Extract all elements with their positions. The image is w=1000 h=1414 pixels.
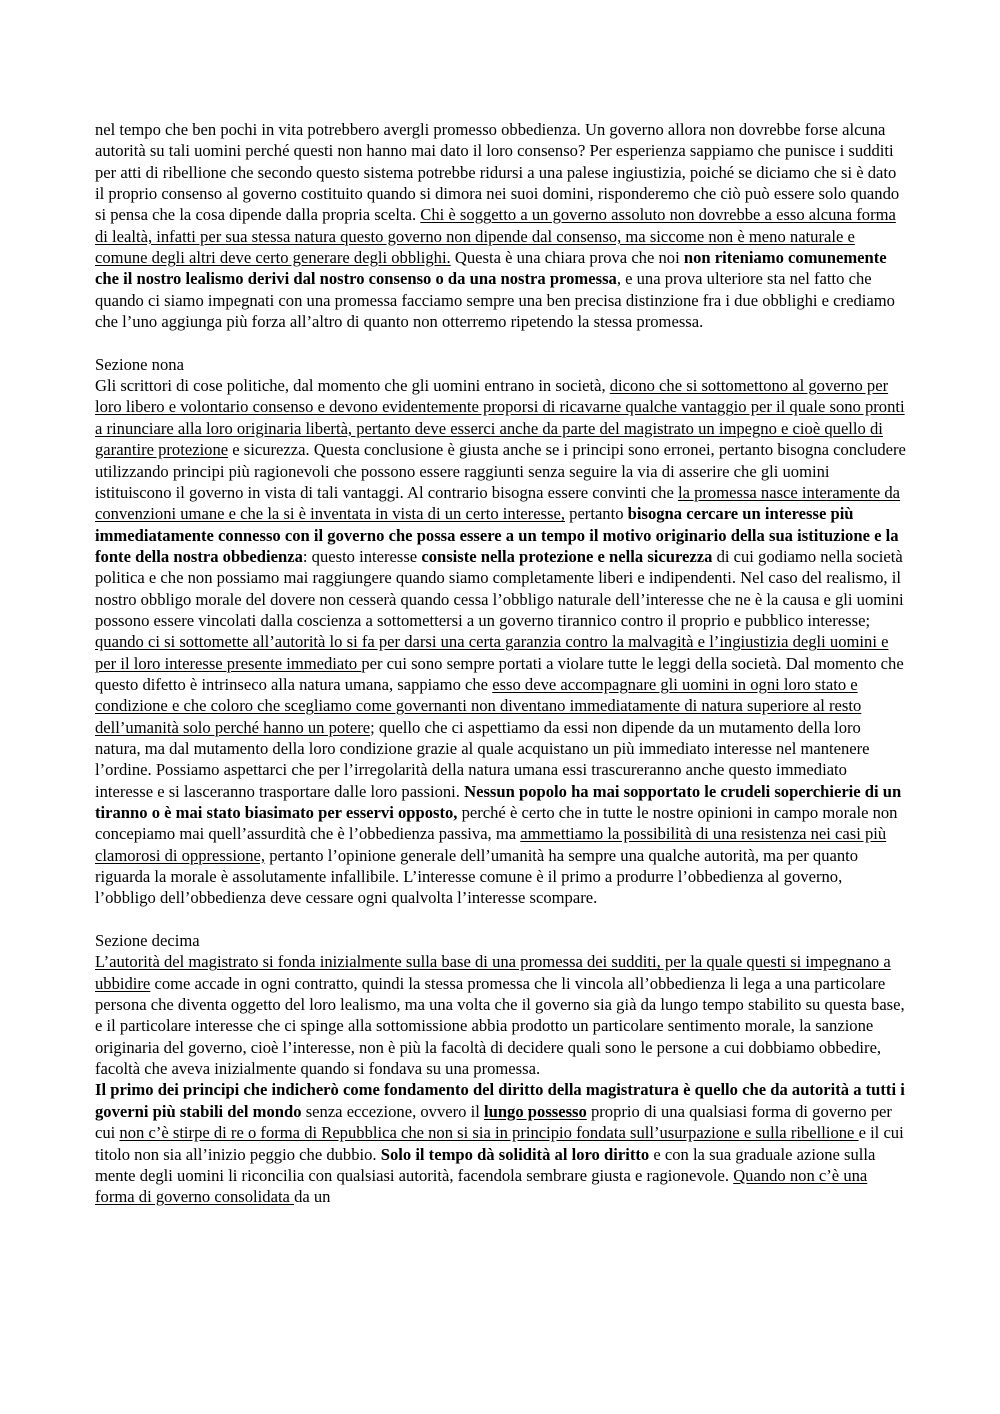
text-run: : questo interesse (302, 546, 422, 566)
text-run: pertanto l’opinione generale dell’umanità ha sempre una qualche autorità, ma per quanto riguarda la morale è assolutamente infallibile. L’interesse comune è il primo a produrre l’obbedienza al governo, l’obbligo dell’obbedienza deve cessare ogni qualvolta l’interesse scompare. (95, 845, 859, 908)
text-run: nel tempo che ben pochi in vita potrebbero avergli promesso obbedienza. Un governo allora non dovrebbe forse alcuna autorità su tali uomini perché questi non hanno mai dato il loro consenso? Per esperienza sappiamo che punisce i sudditi per atti di ribellione che secondo questo sistema potrebbe ridursi a una palese ingiustizia, poiché se diciamo che si è dato il proprio consenso al governo costituito quando si dimora nei suoi domini, risponderemo che ciò può essere solo quando si pensa che la cosa dipende dalla propria scelta. (95, 120, 900, 225)
bold-underlined-text: lungo possesso (483, 1101, 587, 1121)
section-heading-decima (95, 930, 907, 951)
blank-line (95, 332, 907, 353)
paragraph (95, 119, 907, 332)
bold-text: bisogna cercare un interesse più immediatamente connesso con il governo che possa essere a un tempo il motivo originario della sua istituzione e la fonte della nostra obbedienza (95, 504, 899, 566)
document-page (95, 119, 907, 1208)
text-run: Sezione decima (95, 931, 200, 951)
section-heading-nona (95, 354, 907, 375)
bold-text: non riteniamo comunemente che il nostro lealismo derivi dal nostro consenso o da una nostra promessa (95, 248, 887, 289)
text-run: Gli scrittori di cose politiche, dal momento che gli uomini entrano in società, (95, 376, 610, 396)
bold-text: Solo il tempo dà solidità al loro diritto (380, 1144, 650, 1164)
underlined-text: la promessa nasce interamente da convenzioni umane e che la si è inventata in vista di un certo interesse, (95, 482, 901, 524)
paragraph (95, 1079, 907, 1207)
text-run: Sezione nona (95, 354, 184, 374)
underlined-text: ammettiamo la possibilità di una resistenza nei casi più clamorosi di oppressione, (95, 824, 887, 865)
bold-text: Nessun popolo ha mai sopportato le crudeli soperchierie di un tiranno o è mai stato biasimato per esservi opposto, (95, 781, 902, 822)
text-run: pertanto (565, 504, 628, 524)
text-run: proprio di una qualsiasi forma di governo per cui (95, 1101, 892, 1143)
underlined-text: dicono che si sottomettono al governo per loro libero e volontario consenso e devono evidentemente proporsi di ricavarne qualche vantaggio per il quale sono pronti a rinunciare alla loro originaria libertà, pertanto deve esserci anche da parte del magistrato un impegno e cioè quello di garantire protezione (95, 376, 905, 460)
bold-text: Il primo dei principi che indicherò come fondamento del diritto della magistratura è quello che da autorità a tutti i governi più stabili del mondo (95, 1080, 905, 1121)
text-run: , e una prova ulteriore sta nel fatto che quando ci siamo impegnati con una promessa facciamo sempre una ben precisa distinzione fra i due obblighi e crediamo che l’uno aggiunga più forza all’altro di quanto non otterremo ripetendo la stessa promessa. (95, 269, 895, 332)
text-run: di cui godiamo nella società politica e che non possiamo mai raggiungere quando siamo completamente liberi e indipendenti. Nel caso del realismo, il nostro obbligo morale del dovere non cesserà quando cessa l’obbligo naturale dell’interesse che ne è la causa e gli uomini possono essere vincolati dalla coscienza a sottomettersi a un governo tirannico contro il proprio e pubblico interesse; (95, 546, 904, 630)
paragraph (95, 375, 907, 909)
text-run: Questa è una chiara prova che noi (450, 248, 684, 268)
underlined-text: Chi è soggetto a un governo assoluto non dovrebbe a esso alcuna forma di lealtà, infatti per sua stessa natura questo governo non dipende dal consenso, ma siccome non è meno naturale e comune degli altri deve certo generare degli obblighi. (95, 205, 896, 268)
paragraph (95, 951, 907, 1079)
underlined-text: esso deve accompagnare gli uomini in ogni loro stato e condizione e che coloro che scegliamo come governanti non diventano immediatamente di natura superiore al resto dell’umanità solo perché hanno un potere (95, 674, 862, 737)
underlined-text: quando ci si sottomette all’autorità lo si fa per darsi una certa garanzia contro la malvagità e l’ingiustizia degli uomini e per il loro interesse presente immediato (95, 632, 889, 673)
text-run: come accade in ogni contratto, quindi la stessa promessa che li vincola all’obbedienza li lega a una particolare persona che diventa oggetto del loro lealismo, ma una volta che il governo sia già da lungo tempo stabilito su questa base, e il particolare interesse che ci spinge alla sottomissione abbia prodotto un particolare sentimento morale, la sanzione originaria del governo, cioè l’interesse, non è più la facoltà di decidere quali sono le persone a cui dobbiamo obbedire, facoltà che aveva inizialmente quando si fondava su una promessa. (95, 973, 905, 1079)
underlined-text: Quando non c’è una forma di governo consolidata (95, 1165, 868, 1207)
bold-text: consiste nella protezione e nella sicurezza (421, 546, 713, 566)
text-run: e il cui titolo non sia all’inizio peggio che dubbio. (95, 1123, 904, 1164)
text-run: e con la sua graduale azione sulla mente degli uomini li riconcilia con qualsiasi autorità, facendola sembrare giusta e ragionevole. (95, 1144, 876, 1185)
underlined-text: non c’è stirpe di re o forma di Repubblica che non si sia in principio fondata sull’usurpazione e sulla ribellione (119, 1123, 859, 1143)
text-run: senza eccezione, ovvero il (301, 1101, 484, 1121)
text-run: da un (294, 1187, 331, 1207)
text-run: e sicurezza. Questa conclusione è giusta anche se i principi sono erronei, pertanto bisogna concludere utilizzando principi più ragionevoli che possono essere raggiunti senza seguire la via di asserire che gli uomini istituiscono il governo in vista di tali vantaggi. Al contrario bisogna essere convinti che (95, 440, 906, 502)
text-run: ; quello che ci aspettiamo da essi non dipende da un mutamento della loro natura, ma dal mutamento della loro condizione grazie al quale acquistano un più immediato interesse nel mantenere l’ordine. Possiamo aspettarci che per l’irregolarità della natura umana essi trascureranno anche questo immediato interesse e si lasceranno trasportare dalle loro passioni. (95, 717, 870, 801)
underlined-text: L’autorità del magistrato si fonda inizialmente sulla base di una promessa dei sudditi, per la quale questi si impegnano a ubbidire (95, 952, 891, 993)
text-run: per cui sono sempre portati a violare tutte le leggi della società. Dal momento che questo difetto è intrinseco alla natura umana, sappiamo che (95, 653, 904, 694)
blank-line (95, 909, 907, 930)
text-run: perché è certo che in tutte le nostre opinioni in campo morale non concepiamo mai quell’assurdità che è l’obbedienza passiva, ma (95, 803, 898, 844)
